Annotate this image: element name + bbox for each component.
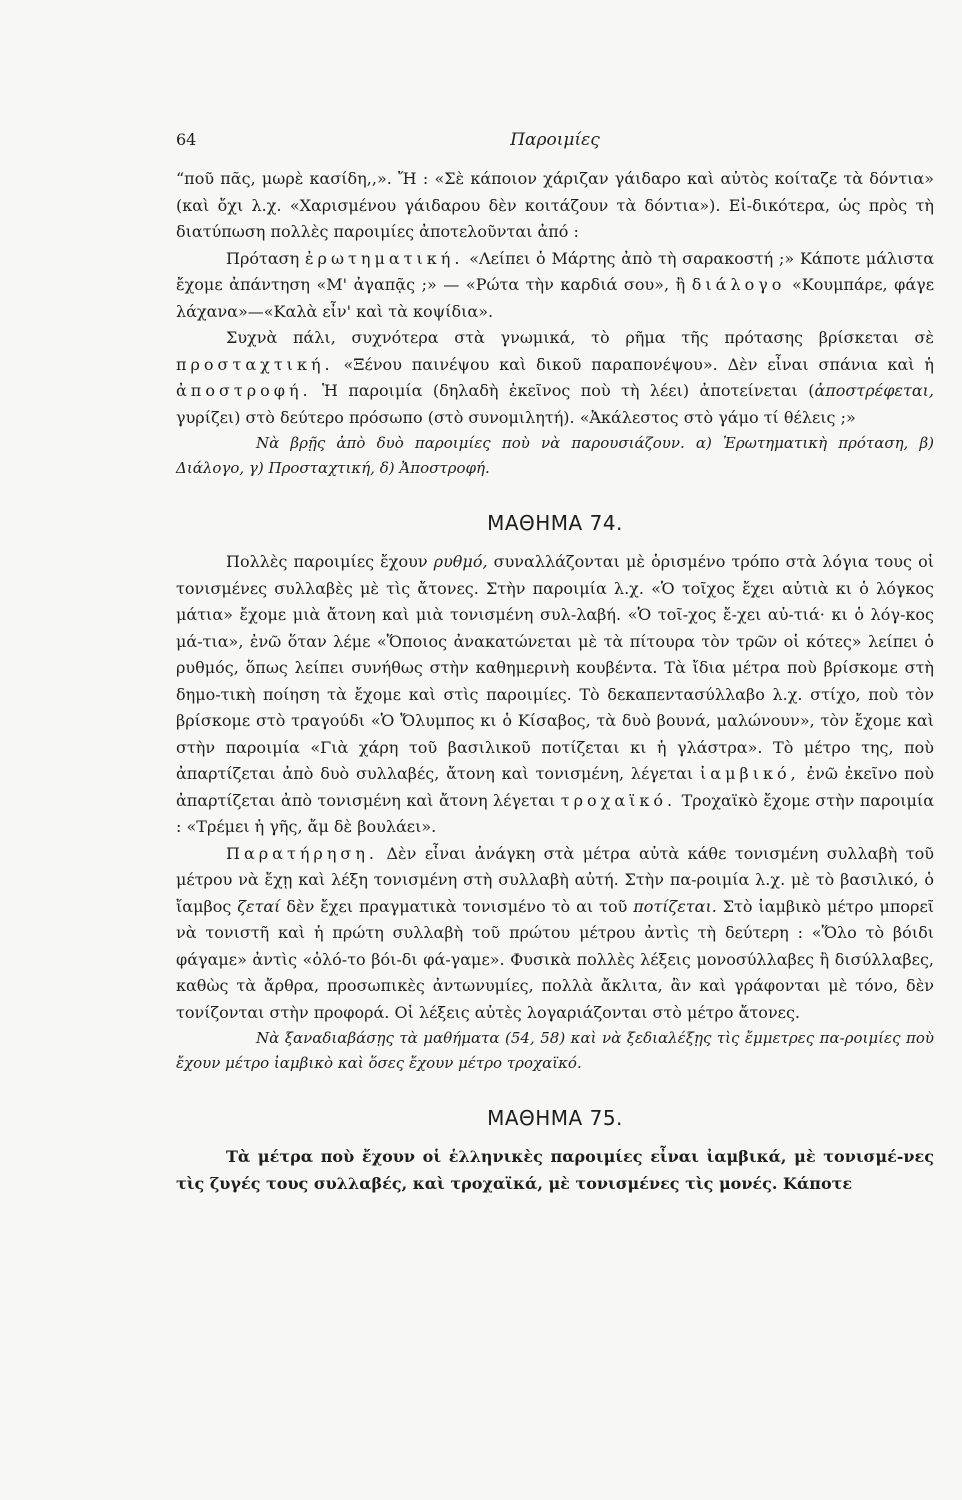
italic-word: ζεταί bbox=[237, 896, 281, 916]
text-run: «Κουμπάρε, φάγε λάχανα»—«Καλὰ εἶν' καὶ τὰ κοψίδια». bbox=[176, 275, 934, 321]
text-run: Τροχαϊκὸ ἔχομε στὴν παροιμία : «Τρέμει ἡ γῆς, ἄμ δὲ βουλάει». bbox=[176, 790, 934, 836]
text-run: «Ξένου παινέψου καὶ δικοῦ παραπονέψου». Δὲν εἶναι σπάνια καὶ ἡ bbox=[333, 354, 934, 374]
running-title: Παροιμίες bbox=[510, 130, 600, 150]
page-header bbox=[176, 126, 934, 166]
exercise-intro: Νὰ βρῇς ἀπὸ δυὸ παροιμίες ποὺ νὰ παρουσιάζουν. α) Ἐρωτηματικὴ πρόταση, β) Διάλογο, γ) Προσταχτική, δ) Ἀποστροφή. bbox=[176, 434, 934, 477]
term-imperative: προσταχτική. bbox=[176, 354, 334, 374]
question-paragraph bbox=[176, 246, 934, 326]
text-run: Στὸ ἰαμβικὸ μέτρο μπορεῖ νὰ τονιστῆ καὶ ἡ πρώτη συλλαβὴ τοῦ πρώτου μέτρου ἀντὶς τὴ δεύτερη : «Ὅλο τὸ βόιδι φάγαμε» ἀντὶς «ὁλό-το βόι-δι φά-γαμε». Φυσικὰ πολλὲς λέξεις μονοσύλλαβες ἢ δισύλλαβες, καθὼς τὰ ἄρθρα, προσωπικὲς ἀντωνυμίες, πολλὰ ἄκλιτα, ἂν καὶ γράφονται μὲ τόνο, δὲν τονίζονται στὴν προφορά. Οἱ λέξεις αὐτὲς λογαριάζονται στὸ μέτρο ἄτονες. bbox=[176, 896, 935, 1022]
text-run: «Λείπει ὁ Μάρτης ἀπὸ τὴ σαρακοστή ;» Κάποτε μάλιστα ἔχομε ἀπάντηση «Μ' ἀγαπᾷς ;» — «Ρώτα τὴν καρδιά σου», ἢ bbox=[176, 248, 935, 294]
exercise-lesson-74: Νὰ ξαναδιαβάσῃς τὰ μαθήματα (54, 58) καὶ νὰ ξεδιαλέξῃς τὶς ἔμμετρες πα-ροιμίες ποὺ ἔχουν μέτρο ἰαμβικὸ καὶ ὅσες ἔχουν μέτρο τροχαϊκό. bbox=[176, 1029, 934, 1072]
text-run: Συχνὰ πάλι, συχνότερα στὰ γνωμικά, τὸ ρῆμα τῆς πρότασης βρίσκεται σὲ bbox=[226, 328, 934, 347]
lesson-74-heading: ΜΑΘΗΜΑ 74. bbox=[487, 511, 623, 535]
text-run: Ἡ παροιμία (δηλαδὴ ἐκεῖνος ποὺ τὴ λέει) ἀποτείνεται ( bbox=[311, 381, 815, 400]
book-page bbox=[176, 126, 934, 1197]
lesson-74-paragraph-1 bbox=[176, 549, 934, 841]
page-number: 64 bbox=[176, 130, 197, 149]
term-note: Παρατήρηση. bbox=[226, 843, 378, 863]
term-iambic: ἰαμβικό, bbox=[700, 764, 800, 783]
lesson-75-paragraph-1: Τὰ μέτρα ποὺ ἔχουν οἱ ἑλληνικὲς παροιμίες εἶναι ἰαμβικά, μὲ τονισμέ-νες τὶς ζυγές τους συλλαβές, καὶ τροχαϊκά, μὲ τονισμένες τὶς μονές. Κάποτε bbox=[176, 1147, 934, 1193]
italic-word: ποτίζεται. bbox=[633, 896, 717, 916]
text-run: Δὲν εἶναι ἀνάγκη στὰ μέτρα αὐτὰ κάθε τονισμένη συλλαβὴ τοῦ μέτρου νὰ ἔχῃ καὶ λέξη τονισμένη στὴ συλλαβὴ αὐτή. Στὴν πα-ροιμία λ.χ. μὲ τὸ βασιλικό, ὁ ἴαμβος bbox=[176, 843, 934, 916]
lesson-74-paragraph-2 bbox=[176, 841, 934, 1027]
lesson-75-heading: ΜΑΘΗΜΑ 75. bbox=[487, 1106, 623, 1130]
term-trochaic: τροχαϊκό. bbox=[560, 790, 677, 810]
text-run: Πρόταση bbox=[226, 248, 305, 268]
italic-word: ἀποστρέφεται, bbox=[814, 381, 934, 400]
text-run: γυρίζει) στὸ δεύτερο πρόσωπο (στὸ συνομιλητή). «Ἀκάλεστος στὸ γάμο τί θέλεις ;» bbox=[176, 407, 856, 427]
term-interrogative: ἐρωτηματική. bbox=[304, 248, 464, 268]
term-apostrophe: ἀποστροφή. bbox=[176, 381, 312, 400]
italic-word: ρυθμό, bbox=[433, 552, 488, 571]
intro-paragraph bbox=[176, 166, 934, 246]
text-run: ἐνῶ ἐκεῖνο ποὺ ἀπαρτίζεται ἀπὸ τονισμένη καὶ ἄτονη λέγεται bbox=[176, 764, 935, 810]
text-run: Πολλὲς παροιμίες ἔχουν bbox=[226, 552, 434, 571]
intro-text: “ποῦ πᾶς, μωρὲ κασίδη,,». Ἤ : «Σὲ κάποιον χάριζαν γάιδαρο καὶ αὐτὸς κοίταζε τὰ δόντια» (καὶ ὄχι λ.χ. «Χαρισμένου γάιδαρου δὲν κοιτάζουν τὰ δόντια»). Εἰ-δικότερα, ὡς πρὸς τὴ διατύπωση πολλὲς παροιμίες ἀποτελοῦνται ἀπό : bbox=[176, 169, 934, 241]
text-run: συναλλάζονται μὲ ὁρισμένο τρόπο στὰ λόγια τους οἱ τονισμένες συλλαβὲς μὲ τὶς ἄτονες. Στὴν παροιμία λ.χ. «Ὁ τοῖχος ἔχει αὐτιὰ κι ὁ λόγκος μάτια» ἔχομε μιὰ ἄτονη καὶ μιὰ τονισμένη συλ-λαβή. «Ὁ τοῖ-χος ἔ-χει αὐ-τιά· κι ὁ λόγ-κος μά-τια», ἐνῶ ὅταν λέμε «Ὅποιος ἀνακατώνεται μὲ τὰ πίτουρα τὸν τρῶν οἱ κότες» λείπει ὁ ρυθμός, ὅπως λείπει συνήθως στὴν καθημερινὴ κουβέντα. Τὰ ἴδια μέτρα ποὺ βρίσκομε στὴ δημο-τικὴ ποίηση τὰ ἔχομε καὶ στὶς παροιμίες. Τὸ δεκαπεντασύλλαβο λ.χ. στίχο, ποὺ τὸν βρίσκομε στὸ τραγούδι «Ὁ Ὄλυμπος κι ὁ Κίσαβος, τὰ δυὸ βουνά, μαλώνουν», τὸν ἔχομε καὶ στὴν παροιμία «Γιὰ χάρη τοῦ βασιλικοῦ ποτίζεται κι ἡ γλάστρα». Τὸ μέτρο της, ποὺ ἀπαρτίζεται ἀπὸ δυὸ συλλαβές, ἄτονη καὶ τονισμένη, λέγεται bbox=[176, 552, 934, 783]
term-dialogue: διάλογο bbox=[691, 275, 786, 294]
text-run: δὲν ἔχει πραγματικὰ τονισμένο τὸ αι τοῦ bbox=[280, 896, 634, 916]
imperative-paragraph bbox=[176, 325, 934, 431]
